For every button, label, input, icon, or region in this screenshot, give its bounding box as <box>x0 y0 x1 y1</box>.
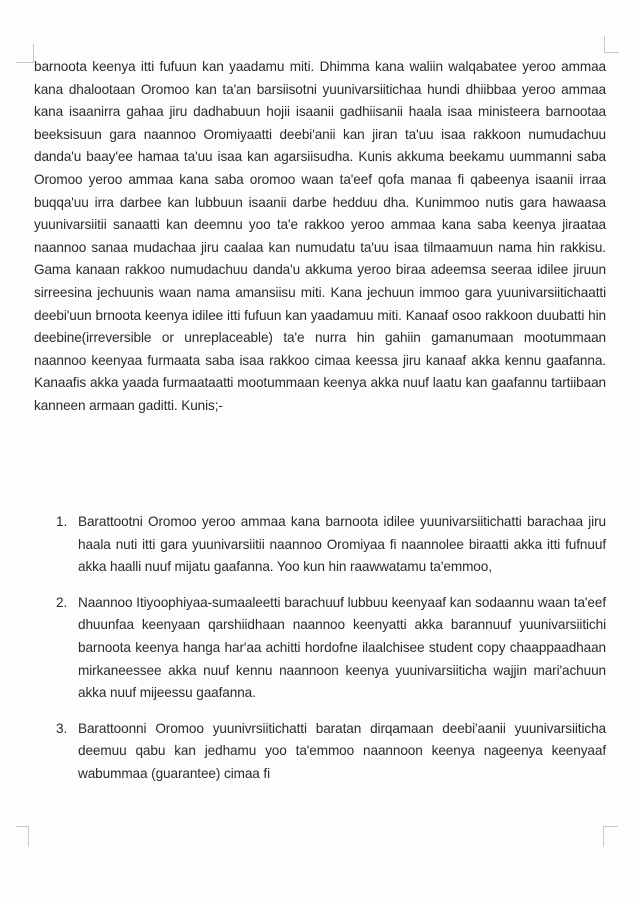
list-item-text: Barattoonni Oromoo yuunivrsiitichatti baratan dirqamaan deebi'aanii yuunivarsiiticha deemuu qabu kan jedhamu yoo ta'emmoo naannoon keenya nageenya keenyaaf wabummaa (guarantee) cimaa fi <box>78 720 606 781</box>
list-item <box>56 718 606 786</box>
list-item-number: 2. <box>56 594 68 610</box>
list-item-text: Naannoo Itiyoophiyaa-sumaaleetti barachuuf lubbuu keenyaaf kan sodaannu waan ta'eef dhuunfaa keenyaan qarshiidhaan naannoo keenyatti akka barannuuf yuunivarsiitichi barnoota keenya hanga har'aa achitti hordofne ilaalchisee student copy chaappaadhaan mirkaneessee akka nuuf kennu naannoon keenya yuunivarsiiticha wajjin mari'achuun akka nuuf mijeessu gaafanna. <box>78 594 606 701</box>
list-item-number: 1. <box>56 514 68 529</box>
list-item-text: Barattootni Oromoo yeroo ammaa kana barnoota idilee yuunivarsiitichatti barachaa jiru haala nuti itti gara yuunivarsiitii naannoo Oromiyaa fi naannolee biraatti akka itti fufnuuf akka haalli nuuf mijatu gaafanna. Yoo kun hin raawwatamu ta'emmoo, <box>78 514 606 575</box>
margin-corner-mark-bottom-left <box>16 826 29 847</box>
margin-corner-mark-bottom-right <box>603 826 618 847</box>
list-item <box>56 511 606 579</box>
list-item-number: 3. <box>56 720 68 736</box>
document-body <box>34 56 606 418</box>
numbered-list <box>56 511 606 799</box>
margin-corner-mark-top-right <box>604 36 619 53</box>
margin-corner-mark-top-left <box>16 44 34 63</box>
list-item <box>56 592 606 705</box>
body-paragraph: barnoota keenya itti fufuun kan yaadamu miti. Dhimma kana waliin walqabatee yeroo ammaa kana dhalootaan Oromoo kan ta'an barsiisotni yuunivarsiitichaa hundi dhiibbaa yeroo ammaa kana isaanirra gahaa jiru dadhabuun hojii isaanii gadhiisanii haala isaa ministeera barnootaa beeksisuun gara naannoo Oromiyaatti deebi'anii kan jiran ta'uu isaa rakkoon numudachuu danda'u baay'ee hamaa ta'uu isaa kan agarsiisudha. Kunis akkuma beekamu uummanni saba Oromoo yeroo ammaa kana saba oromoo waan ta'eef qofa manaa fi qabeenya isaanii irraa buqqa'uu irra darbee kan lubbuun isaanii darbe hedduu dha. Kunimmoo nutis gara hawaasa yuunivarsiitii sanaatti kan deemnu yoo ta'e rakkoo yeroo ammaa kana saba keenya jiraataa naannoo sanaa mudachaa jiru caalaa kan numudatu ta'uu isaa tilmaamuun nama hin rakkisu. Gama kanaan rakkoo numudachuu danda'u akkuma yeroo biraa adeemsa seeraa idilee jiruun sirreesina jechuunis waan nama amansiisu miti. Kana jechuun immoo gara yuunivarsiitichaatti deebi'uun brnoota keenya idilee itti fufuun kan yaadamuu miti. Kanaaf osoo rakkoon duubatti hin deebine(irreversible or unreplaceable) ta'e nurra hin gahiin gamanumaan mootummaan naannoo keenyaa furmaata saba isaa rakkoo cimaa keessa jiru kanaaf akka kennu gaafanna. Kanaafis akka yaada furmaataatti mootummaan keenya akka nuuf laatu kan gaafannu tartiibaan kanneen armaan gaditti. Kunis;- <box>34 59 606 413</box>
